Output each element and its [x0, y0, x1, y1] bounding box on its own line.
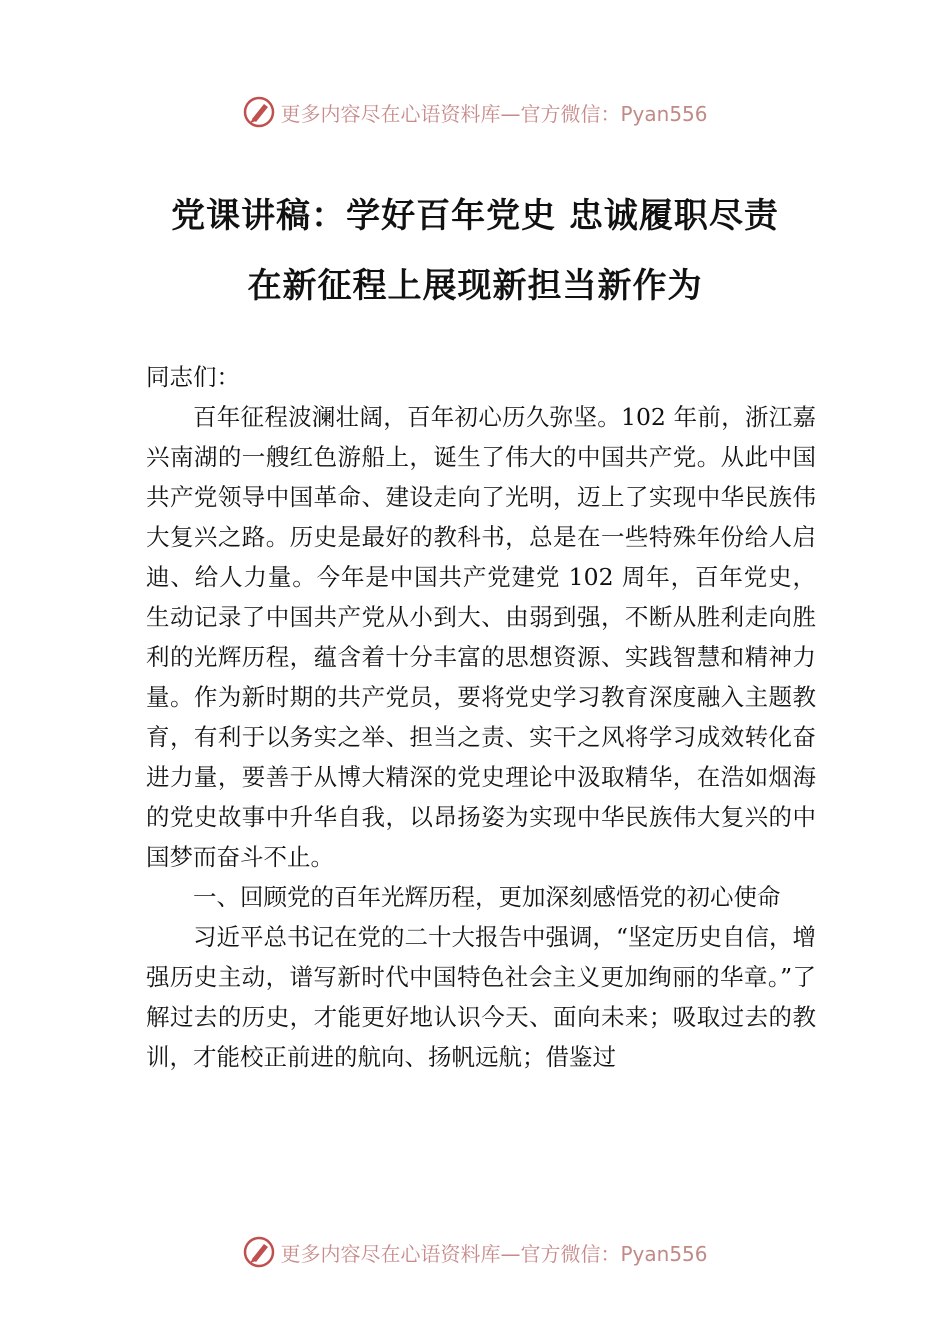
section-heading-1: 一、回顾党的百年光辉历程，更加深刻感悟党的初心使命	[193, 883, 781, 911]
footer-banner	[0, 1232, 950, 1272]
document-body	[146, 357, 816, 1077]
banner-text: 更多内容尽在心语资料库—官方微信：Pyan556	[280, 101, 708, 126]
document-title-line-2: 在新征程上展现新担当新作为	[247, 266, 703, 306]
greeting: 同志们：	[146, 363, 240, 391]
document-title-line-1: 党课讲稿：学好百年党史 忠诚履职尽责	[171, 196, 779, 236]
logo-icon	[242, 1235, 276, 1269]
header-banner	[0, 92, 950, 132]
logo-icon	[242, 95, 276, 129]
wechat-id: Pyan556	[620, 1241, 708, 1266]
paragraph-1: 百年征程波澜壮阔，百年初心历久弥坚。102 年前，浙江嘉兴南湖的一艘红色游船上，诞生了伟大的中国共产党。从此中国共产党领导中国革命、建设走向了光明，迈上了实现中华民族伟大复兴之路。历史是最好的教科书，总是在一些特殊年份给人启迪、给人力量。今年是中国共产党建党 102 周年，百年党史，生动记录了中国共产党从小到大、由弱到强，不断从胜利走向胜利的光辉历程，蕴含着十分丰富的思想资源、实践智慧和精神力量。作为新时期的共产党员，要将党史学习教育深度融入主题教育，有利于以务实之举、担当之责、实干之风将学习成效转化奋进力量，要善于从博大精深的党史理论中汲取精华，在浩如烟海的党史故事中升华自我，以昂扬姿为实现中华民族伟大复兴的中国梦而奋斗不止。	[146, 403, 816, 871]
paragraph-2: 习近平总书记在党的二十大报告中强调，“坚定历史自信，增强历史主动，谱写新时代中国特色社会主义更加绚丽的华章。”了解过去的历史，才能更好地认识今天、面向未来；吸取过去的教训，才能校正前进的航向、扬帆远航；借鉴过	[146, 923, 817, 1071]
banner-text: 更多内容尽在心语资料库—官方微信：Pyan556	[280, 1241, 708, 1266]
wechat-id: Pyan556	[620, 101, 708, 126]
